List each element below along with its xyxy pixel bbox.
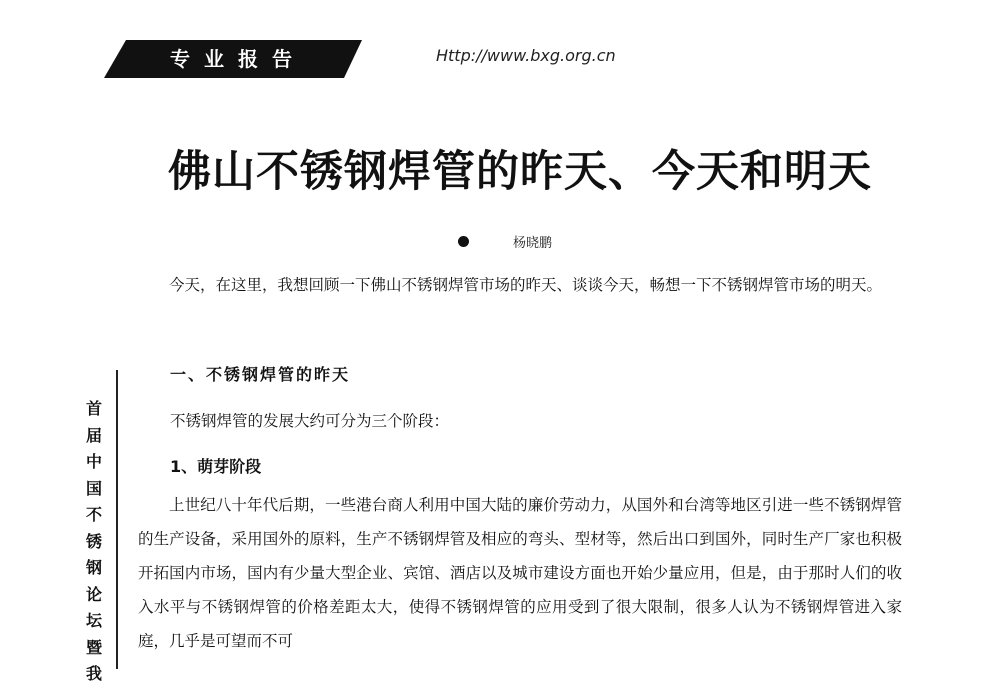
intro-paragraph: 今天，在这里，我想回顾一下佛山不锈钢焊管市场的昨天、谈谈今天，畅想一下不锈钢焊管市场的明天。 bbox=[169, 276, 883, 294]
sidebar-char: 届 bbox=[85, 425, 102, 445]
sidebar-char: 我 bbox=[85, 664, 102, 683]
report-banner bbox=[104, 40, 362, 78]
section-heading: 一、不锈钢焊管的昨天 bbox=[170, 365, 351, 384]
section-intro: 不锈钢焊管的发展大约可分为三个阶段： bbox=[170, 412, 450, 430]
subsection-heading: 1、萌芽阶段 bbox=[170, 457, 262, 476]
article-title: 佛山不锈钢焊管的昨天、今天和明天 bbox=[168, 147, 872, 197]
website-url[interactable]: Http://www.bxg.org.cn bbox=[436, 46, 616, 65]
author-name: 杨晓鹏 bbox=[513, 236, 553, 251]
sidebar-vertical-text bbox=[84, 396, 104, 688]
sidebar-char: 不 bbox=[85, 505, 102, 524]
banner-label: 专业报告 bbox=[170, 47, 306, 71]
author-line bbox=[458, 232, 552, 252]
sidebar-char: 锈 bbox=[85, 531, 102, 551]
sidebar-char: 坛 bbox=[85, 611, 102, 630]
sidebar-char: 首 bbox=[85, 399, 102, 418]
sidebar-char: 钢 bbox=[85, 558, 102, 577]
bullet-icon bbox=[458, 236, 469, 247]
sidebar-divider bbox=[116, 370, 118, 669]
body-paragraph: 上世纪八十年代后期，一些港台商人利用中国大陆的廉价劳动力，从国外和台湾等地区引进一些不锈钢焊管的生产设备，采用国外的原料，生产不锈钢焊管及相应的弯头、型材等，然后出口到国外，同时生产厂家也积极开拓国内市场，国内有少量大型企业、宾馆、酒店以及城市建设方面也开始少量应用，但是，由于那时人们的收入水平与不锈钢焊管的价格差距太大，使得不锈钢焊管的应用受到了很大限制，很多人认为不锈钢焊管进入家庭，几乎是可望而不可 bbox=[138, 496, 902, 650]
sidebar-char: 暨 bbox=[85, 637, 102, 657]
sidebar-char: 国 bbox=[85, 478, 102, 498]
sidebar-char: 中 bbox=[85, 452, 102, 471]
sidebar-char: 论 bbox=[85, 584, 102, 604]
